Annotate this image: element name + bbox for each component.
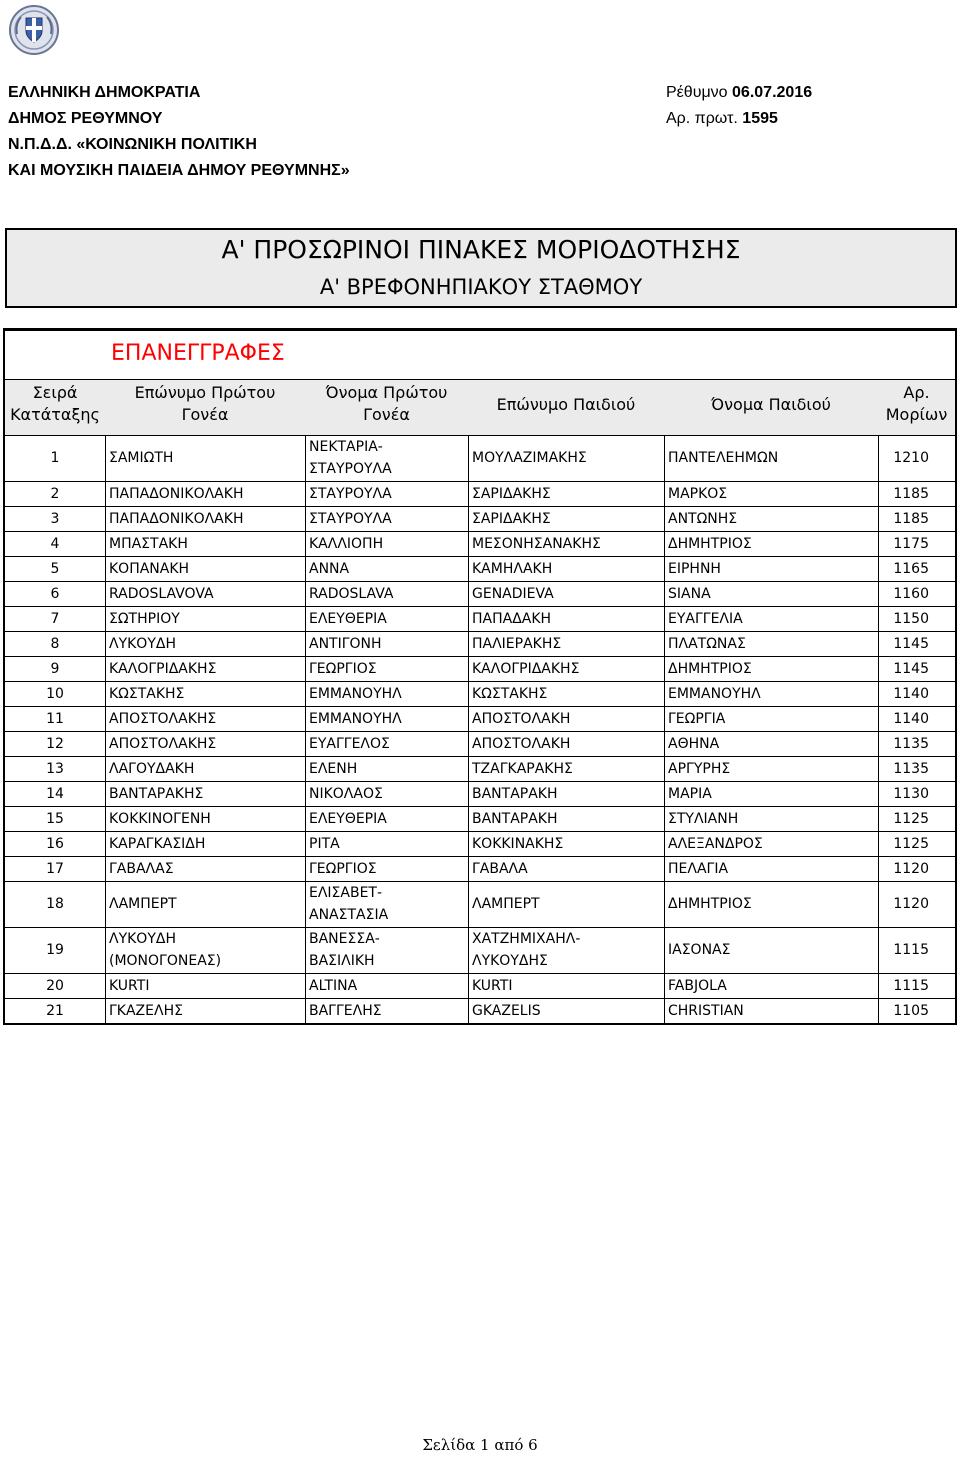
rank-cell: 14 xyxy=(46,785,64,802)
row-divider xyxy=(5,556,955,557)
table-row xyxy=(5,606,955,631)
parent-surname-cell: ΛΑΜΠΕΡΤ xyxy=(109,896,177,912)
table-header xyxy=(5,379,955,435)
parent-name-cell: ΑΝΤΙΓΟΝΗ xyxy=(309,635,382,652)
table-row xyxy=(5,706,955,731)
rank-cell: 5 xyxy=(50,560,60,577)
rank-cell: 1 xyxy=(50,450,60,466)
child-surname-cell: ΑΠΟΣΤΟΛΑΚΗ xyxy=(472,735,571,752)
date-label: Ρέθυμνο xyxy=(666,84,728,101)
table-row xyxy=(5,556,955,581)
child-surname-cell: ΣΑΡΙΔΑΚΗΣ xyxy=(472,510,551,527)
child-surname-cell: ΚΩΣΤΑΚΗΣ xyxy=(472,685,548,702)
rank-cell: 18 xyxy=(46,896,64,912)
parent-name-cell: ΕΜΜΑΝΟΥΗΛ xyxy=(309,685,402,702)
parent-name-cell: ΝΕΚΤΑΡΙΑ- ΣΤΑΥΡΟΥΛΑ xyxy=(309,439,392,477)
points-cell: 1140 xyxy=(893,710,929,727)
row-divider xyxy=(5,435,955,436)
parent-surname-cell: KURTI xyxy=(109,977,150,994)
row-divider xyxy=(5,831,955,832)
rank-cell: 8 xyxy=(50,635,60,652)
parent-surname-cell: ΣΩΤΗΡΙΟΥ xyxy=(109,610,180,627)
column-divider xyxy=(878,435,879,1023)
header-rank-line-1: Σειρά xyxy=(32,383,78,402)
rank-cell: 3 xyxy=(50,510,60,527)
child-name-cell: ΙΑΣΟΝΑΣ xyxy=(668,942,731,958)
points-cell: 1140 xyxy=(893,685,929,702)
child-surname-cell: ΑΠΟΣΤΟΛΑΚΗ xyxy=(472,710,571,727)
table-row xyxy=(5,856,955,881)
parent-name-cell: ΕΛΙΣΑΒΕΤ- ΑΝΑΣΤΑΣΙΑ xyxy=(309,885,389,923)
row-divider xyxy=(5,998,955,999)
child-surname-cell: ΚΟΚΚΙΝΑΚΗΣ xyxy=(472,835,564,852)
parent-surname-cell: ΚΑΡΑΓΚΑΣΙΔΗ xyxy=(109,835,206,852)
child-name-cell: ΔΗΜΗΤΡΙΟΣ xyxy=(668,535,752,552)
child-name-cell: ΕΥΑΓΓΕΛΙΑ xyxy=(668,610,743,627)
row-divider xyxy=(5,927,955,928)
child-surname-cell: ΜΕΣΟΝΗΣΑΝΑΚΗΣ xyxy=(472,535,601,552)
parent-name-cell: ΒΑΝΕΣΣΑ- ΒΑΣΙΛΙΚΗ xyxy=(309,931,380,969)
row-divider xyxy=(5,681,955,682)
ranking-table xyxy=(3,328,957,1025)
rank-cell: 12 xyxy=(46,735,64,752)
parent-name-cell: ΡΙΤΑ xyxy=(309,835,340,852)
row-divider xyxy=(5,706,955,707)
table-row xyxy=(5,656,955,681)
rank-cell: 21 xyxy=(46,1002,64,1019)
table-row xyxy=(5,927,955,973)
parent-name-cell: ΝΙΚΟΛΑΟΣ xyxy=(309,785,383,802)
table-row xyxy=(5,731,955,756)
child-surname-cell: ΣΑΡΙΔΑΚΗΣ xyxy=(472,485,551,502)
header-line-2: ΔΗΜΟΣ ΡΕΘΥΜΝΟΥ xyxy=(8,110,163,127)
header-line-1: ΕΛΛΗΝΙΚΗ ΔΗΜΟΚΡΑΤΙΑ xyxy=(8,84,201,101)
row-divider xyxy=(5,656,955,657)
child-surname-cell: ΚΑΜΗΛΑΚΗ xyxy=(472,560,553,577)
rank-cell: 6 xyxy=(50,585,60,602)
child-name-cell: SIANA xyxy=(668,585,711,602)
points-cell: 1175 xyxy=(893,535,929,552)
child-name-cell: CHRISTIAN xyxy=(668,1002,744,1019)
parent-surname-cell: ΠΑΠΑΔΟΝΙΚΟΛΑΚΗ xyxy=(109,510,244,527)
table-row xyxy=(5,806,955,831)
parent-name-cell: ΣΤΑΥΡΟΥΛΑ xyxy=(309,485,392,502)
parent-surname-cell: ΛΥΚΟΥΔΗ (ΜΟΝΟΓΟΝΕΑΣ) xyxy=(109,931,222,969)
parent-surname-cell: ΚΑΛΟΓΡΙΔΑΚΗΣ xyxy=(109,660,217,677)
row-divider xyxy=(5,481,955,482)
rank-cell: 11 xyxy=(46,710,64,727)
row-divider xyxy=(5,756,955,757)
points-cell: 1165 xyxy=(893,560,929,577)
page-subtitle: Α' ΒΡΕΦΟΝΗΠΙΑΚΟΥ ΣΤΑΘΜΟΥ xyxy=(319,275,643,299)
rank-cell: 19 xyxy=(46,942,64,958)
parent-surname-cell: ΚΩΣΤΑΚΗΣ xyxy=(109,685,185,702)
parent-surname-cell: ΛΥΚΟΥΔΗ xyxy=(109,635,176,652)
column-divider xyxy=(105,435,106,1023)
child-surname-cell: ΧΑΤΖΗΜΙΧΑΗΛ- ΛΥΚΟΥΔΗΣ xyxy=(472,931,581,969)
points-cell: 1125 xyxy=(893,835,929,852)
header-parent-name-line-2: Γονέα xyxy=(363,405,410,424)
child-surname-cell: KURTI xyxy=(472,977,513,994)
header-line-3: Ν.Π.Δ.Δ. «ΚΟΙΝΩΝΙΚΗ ΠΟΛΙΤΙΚΗ xyxy=(8,136,257,153)
parent-name-cell: ΑΝΝΑ xyxy=(309,560,350,577)
table-row xyxy=(5,631,955,656)
child-name-cell: ΔΗΜΗΤΡΙΟΣ xyxy=(668,896,752,912)
rank-cell: 9 xyxy=(50,660,60,677)
greek-state-emblem-icon xyxy=(8,4,60,56)
table-row xyxy=(5,973,955,998)
points-cell: 1185 xyxy=(893,485,929,502)
child-name-cell: ΠΑΝΤΕΛΕΗΜΩΝ xyxy=(668,450,779,466)
date-line xyxy=(666,80,812,106)
child-surname-cell: ΒΑΝΤΑΡΑΚΗ xyxy=(472,810,558,827)
document-meta xyxy=(666,80,812,132)
child-surname-cell: ΤΖΑΓΚΑΡΑΚΗΣ xyxy=(472,760,573,777)
parent-surname-cell: ΛΑΓΟΥΔΑΚΗ xyxy=(109,760,195,777)
table-row xyxy=(5,998,955,1023)
rank-cell: 17 xyxy=(46,860,64,877)
parent-surname-cell: ΒΑΝΤΑΡΑΚΗΣ xyxy=(109,785,204,802)
table-row xyxy=(5,756,955,781)
protocol-value: 1595 xyxy=(742,110,778,127)
row-divider xyxy=(5,781,955,782)
table-row xyxy=(5,581,955,606)
title-box xyxy=(5,228,957,308)
header-child-surname: Επώνυμο Παιδιού xyxy=(496,395,636,414)
rank-cell: 10 xyxy=(46,685,64,702)
child-name-cell: ΑΡΓΥΡΗΣ xyxy=(668,760,731,777)
row-divider xyxy=(5,531,955,532)
points-cell: 1115 xyxy=(893,942,929,958)
row-divider xyxy=(5,806,955,807)
table-row xyxy=(5,781,955,806)
row-divider xyxy=(5,506,955,507)
protocol-line xyxy=(666,106,812,132)
page-footer: Σελίδα 1 από 6 xyxy=(422,1436,538,1454)
child-name-cell: ΠΛΑΤΩΝΑΣ xyxy=(668,635,746,652)
parent-surname-cell: ΠΑΠΑΔΟΝΙΚΟΛΑΚΗ xyxy=(109,485,244,502)
child-surname-cell: GENADIEVA xyxy=(472,585,554,602)
child-surname-cell: ΜΟΥΛΑΖΙΜΑΚΗΣ xyxy=(472,450,587,466)
section-band xyxy=(5,331,955,379)
child-name-cell: ΑΛΕΞΑΝΔΡΟΣ xyxy=(668,835,763,852)
table-row xyxy=(5,831,955,856)
child-name-cell: ΑΘΗΝΑ xyxy=(668,735,720,752)
table-row xyxy=(5,531,955,556)
points-cell: 1185 xyxy=(893,510,929,527)
parent-name-cell: ΕΛΕΥΘΕΡΙΑ xyxy=(309,810,387,827)
rank-cell: 16 xyxy=(46,835,64,852)
child-name-cell: ΕΜΜΑΝΟΥΗΛ xyxy=(668,685,761,702)
points-cell: 1135 xyxy=(893,735,929,752)
row-divider xyxy=(5,856,955,857)
parent-name-cell: ALTINA xyxy=(309,977,358,994)
row-divider xyxy=(5,731,955,732)
parent-name-cell: ΓΕΩΡΓΙΟΣ xyxy=(309,660,377,677)
parent-surname-cell: ΑΠΟΣΤΟΛΑΚΗΣ xyxy=(109,735,217,752)
header-rank xyxy=(5,382,105,426)
parent-name-cell: ΒΑΓΓΕΛΗΣ xyxy=(309,1002,382,1019)
section-label: ΕΠΑΝΕΓΓΡΑΦΕΣ xyxy=(111,341,285,366)
child-name-cell: ΣΤΥΛΙΑΝΗ xyxy=(668,810,739,827)
header-parent-name-line-1: Όνομα Πρώτου xyxy=(325,383,448,402)
table-row xyxy=(5,681,955,706)
date-value: 06.07.2016 xyxy=(732,84,813,101)
header-points-line-1: Αρ. xyxy=(903,383,930,402)
points-cell: 1150 xyxy=(893,610,929,627)
child-name-cell: ΜΑΡΙΑ xyxy=(668,785,712,802)
child-surname-cell: ΠΑΠΑΔΑΚΗ xyxy=(472,610,552,627)
child-surname-cell: ΛΑΜΠΕΡΤ xyxy=(472,896,540,912)
points-cell: 1120 xyxy=(893,896,929,912)
child-surname-cell: ΠΑΛΙΕΡΑΚΗΣ xyxy=(472,635,562,652)
row-divider xyxy=(5,379,955,380)
header-points-line-2: Μορίων xyxy=(885,405,948,424)
parent-name-cell: ΕΜΜΑΝΟΥΗΛ xyxy=(309,710,402,727)
header-line-4: ΚΑΙ ΜΟΥΣΙΚΗ ΠΑΙΔΕΙΑ ΔΗΜΟΥ ΡΕΘΥΜΝΗΣ» xyxy=(8,162,350,179)
parent-name-cell: ΚΑΛΛΙΟΠΗ xyxy=(309,535,384,552)
page-title: Α' ΠΡΟΣΩΡΙΝΟΙ ΠΙΝΑΚΕΣ ΜΟΡΙΟΔΟΤΗΣΗΣ xyxy=(221,235,741,264)
child-name-cell: ΜΑΡΚΟΣ xyxy=(668,485,728,502)
parent-name-cell: ΕΥΑΓΓΕΛΟΣ xyxy=(309,735,390,752)
points-cell: 1160 xyxy=(893,585,929,602)
points-cell: 1145 xyxy=(893,635,929,652)
organization-header xyxy=(8,80,350,184)
header-parent-surname-line-1: Επώνυμο Πρώτου xyxy=(134,383,276,402)
column-divider xyxy=(305,435,306,1023)
points-cell: 1125 xyxy=(893,810,929,827)
header-parent-surname-line-2: Γονέα xyxy=(181,405,229,424)
points-cell: 1120 xyxy=(893,860,929,877)
points-cell: 1145 xyxy=(893,660,929,677)
child-surname-cell: ΒΑΝΤΑΡΑΚΗ xyxy=(472,785,558,802)
row-divider xyxy=(5,631,955,632)
parent-surname-cell: ΚΟΚΚΙΝΟΓΕΝΗ xyxy=(109,810,211,827)
header-rank-line-2: Κατάταξης xyxy=(10,405,100,424)
protocol-label: Αρ. πρωτ. xyxy=(666,110,738,127)
parent-surname-cell: ΓΑΒΑΛΑΣ xyxy=(109,860,174,877)
parent-name-cell: ΕΛΕΝΗ xyxy=(309,760,358,777)
rank-cell: 4 xyxy=(50,535,60,552)
parent-surname-cell: ΑΠΟΣΤΟΛΑΚΗΣ xyxy=(109,710,217,727)
points-cell: 1115 xyxy=(893,977,929,994)
rank-cell: 2 xyxy=(50,485,60,502)
table-row xyxy=(5,506,955,531)
column-divider xyxy=(664,435,665,1023)
parent-surname-cell: RADOSLAVOVA xyxy=(109,585,214,602)
table-row xyxy=(5,881,955,927)
child-name-cell: ΓΕΩΡΓΙΑ xyxy=(668,710,726,727)
header-parent-name xyxy=(305,382,468,426)
row-divider xyxy=(5,881,955,882)
child-name-cell: ΑΝΤΩΝΗΣ xyxy=(668,510,738,527)
parent-surname-cell: ΜΠΑΣΤΑΚΗ xyxy=(109,535,188,552)
header-parent-surname xyxy=(105,382,305,426)
column-divider xyxy=(468,435,469,1023)
header-points xyxy=(878,382,955,426)
parent-surname-cell: ΓΚΑΖΕΛΗΣ xyxy=(109,1002,183,1019)
parent-surname-cell: ΣΑΜΙΩΤΗ xyxy=(109,450,174,466)
points-cell: 1135 xyxy=(893,760,929,777)
parent-name-cell: ΓΕΩΡΓΙΟΣ xyxy=(309,860,377,877)
child-name-cell: ΕΙΡΗΝΗ xyxy=(668,560,721,577)
rank-cell: 7 xyxy=(50,610,60,627)
parent-surname-cell: ΚΟΠΑΝΑΚΗ xyxy=(109,560,190,577)
child-name-cell: ΔΗΜΗΤΡΙΟΣ xyxy=(668,660,752,677)
row-divider xyxy=(5,973,955,974)
table-row xyxy=(5,481,955,506)
header-child-name: Όνομα Παιδιού xyxy=(711,395,831,414)
points-cell: 1105 xyxy=(893,1002,929,1019)
points-cell: 1130 xyxy=(893,785,929,802)
rank-cell: 13 xyxy=(46,760,64,777)
child-surname-cell: ΓΑΒΑΛΑ xyxy=(472,860,528,877)
points-cell: 1210 xyxy=(893,450,929,466)
child-surname-cell: ΚΑΛΟΓΡΙΔΑΚΗΣ xyxy=(472,660,580,677)
parent-name-cell: ΣΤΑΥΡΟΥΛΑ xyxy=(309,510,392,527)
rank-cell: 20 xyxy=(46,977,64,994)
child-surname-cell: GKAZELIS xyxy=(472,1002,541,1019)
row-divider xyxy=(5,581,955,582)
child-name-cell: FABJOLA xyxy=(668,977,727,994)
rank-cell: 15 xyxy=(46,810,64,827)
row-divider xyxy=(5,606,955,607)
table-row xyxy=(5,435,955,481)
child-name-cell: ΠΕΛΑΓΙΑ xyxy=(668,860,729,877)
parent-name-cell: RADOSLAVA xyxy=(309,585,394,602)
parent-name-cell: ΕΛΕΥΘΕΡΙΑ xyxy=(309,610,387,627)
